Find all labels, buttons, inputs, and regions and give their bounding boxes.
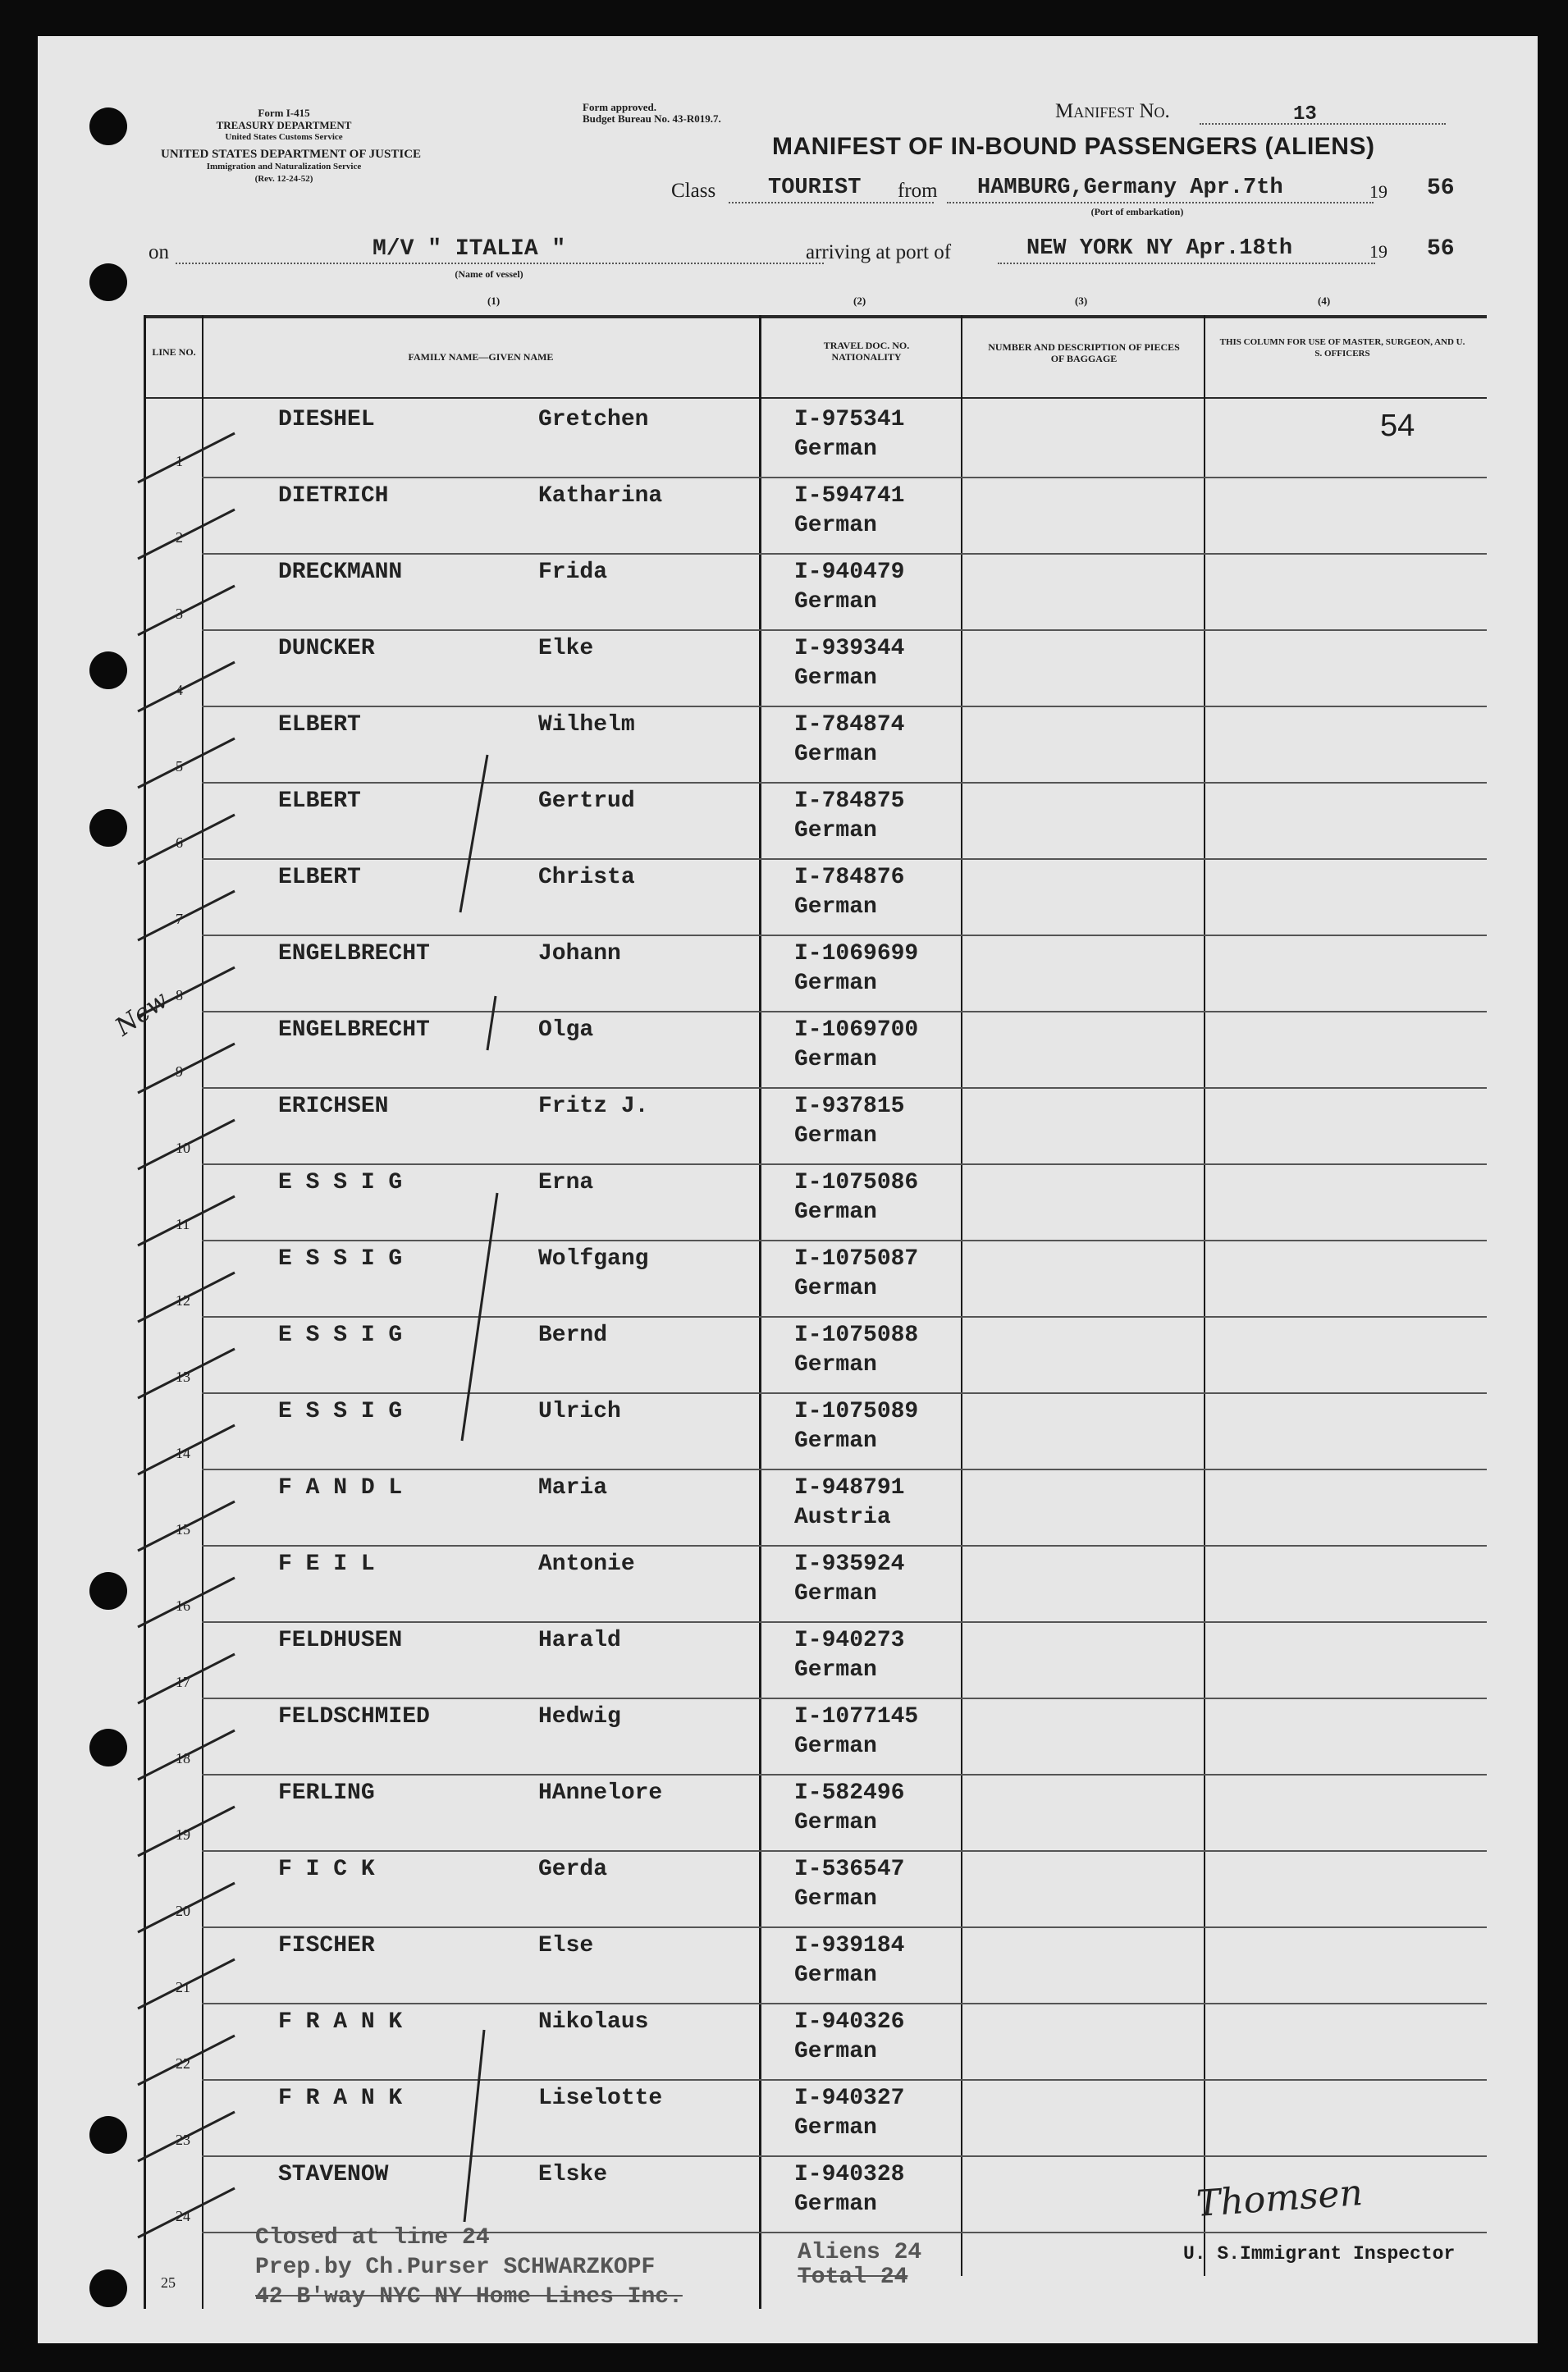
- nationality: German: [794, 1810, 877, 1835]
- class-label: Class: [671, 180, 716, 202]
- family-name: FERLING: [278, 1780, 375, 1806]
- line-address: 42 B'way NYC NY Home Lines Inc.: [255, 2284, 683, 2310]
- year-prefix-1: 19: [1369, 181, 1387, 202]
- given-name: Erna: [538, 1170, 594, 1195]
- pencil-marks: [38, 36, 1538, 2343]
- pencil-check-mark: [138, 2188, 235, 2237]
- pencil-check-mark: [138, 586, 235, 635]
- column-number-3: (3): [1075, 295, 1088, 307]
- given-name: Elske: [538, 2162, 608, 2187]
- pencil-check-mark: [138, 1654, 235, 1703]
- travel-doc-number: I-1075088: [794, 1323, 919, 1348]
- nationality: German: [794, 894, 877, 920]
- family-name: ELBERT: [278, 788, 361, 814]
- line-number: 18: [176, 1750, 190, 1766]
- nationality: German: [794, 665, 877, 691]
- prepared-by: Prep.by Ch.Purser SCHWARZKOPF: [255, 2255, 656, 2280]
- family-name: ENGELBRECHT: [278, 941, 430, 967]
- nationality: German: [794, 742, 877, 767]
- pencil-check-mark: [138, 1578, 235, 1627]
- given-name: HAnnelore: [538, 1780, 663, 1806]
- nationality: German: [794, 1734, 877, 1759]
- given-name: Elke: [538, 636, 594, 661]
- from-value: HAMBURG,Germany Apr.7th: [977, 176, 1283, 200]
- family-name: DIETRICH: [278, 483, 389, 509]
- line-number: 19: [176, 1826, 190, 1843]
- page-title: MANIFEST OF IN-BOUND PASSENGERS (ALIENS): [772, 133, 1375, 160]
- travel-doc-number: I-935924: [794, 1552, 905, 1577]
- family-bracket-frank: [464, 2030, 484, 2222]
- given-name: Gretchen: [538, 407, 649, 432]
- family-name: F A N D L: [278, 1475, 403, 1501]
- travel-doc-number: I-975341: [794, 407, 905, 432]
- given-name: Else: [538, 1933, 594, 1958]
- given-name: Gerda: [538, 1857, 608, 1882]
- travel-doc-number: I-939184: [794, 1933, 905, 1958]
- travel-doc-number: I-784874: [794, 712, 905, 738]
- nationality: German: [794, 1428, 877, 1454]
- given-name: Frida: [538, 560, 608, 585]
- line-number: 15: [176, 1521, 190, 1538]
- travel-doc-number: I-582496: [794, 1780, 905, 1806]
- nationality: German: [794, 589, 877, 615]
- budget-bureau: Budget Bureau No. 43-R019.7.: [583, 112, 721, 125]
- nationality: German: [794, 2191, 877, 2217]
- travel-doc-number: I-940326: [794, 2009, 905, 2035]
- pencil-check-mark: [138, 1044, 235, 1093]
- pencil-check-mark: [138, 433, 235, 482]
- port-embarkation-label: (Port of embarkation): [1090, 206, 1184, 217]
- given-name: Maria: [538, 1475, 608, 1501]
- column-number-1: (1): [487, 295, 501, 307]
- nationality: German: [794, 1581, 877, 1606]
- column-header-doc: TRAVEL DOC. NO. NATIONALITY: [823, 340, 910, 363]
- arriving-value: NEW YORK NY Apr.18th: [1026, 236, 1293, 261]
- line-number: 17: [176, 1674, 190, 1690]
- line-number: 23: [176, 2132, 190, 2148]
- line-number: 11: [176, 1216, 190, 1232]
- line-number: 14: [176, 1445, 190, 1461]
- line-number: 13: [176, 1369, 190, 1385]
- given-name: Wilhelm: [538, 712, 635, 738]
- pencil-check-mark: [138, 1425, 235, 1474]
- nationality: German: [794, 436, 877, 462]
- pencil-check-mark: [138, 510, 235, 559]
- year-value-2: 56: [1427, 236, 1455, 262]
- family-name: F R A N K: [278, 2009, 403, 2035]
- travel-doc-number: I-594741: [794, 483, 905, 509]
- officer-note: 54: [1380, 409, 1415, 443]
- given-name: Harald: [538, 1628, 621, 1653]
- form-revision: (Rev. 12-24-52): [254, 174, 313, 184]
- given-name: Ulrich: [538, 1399, 621, 1424]
- family-name: DUNCKER: [278, 636, 375, 661]
- travel-doc-number: I-536547: [794, 1857, 905, 1882]
- pencil-check-mark: [138, 1120, 235, 1169]
- pencil-check-mark: [138, 1959, 235, 2009]
- nationality: German: [794, 1276, 877, 1301]
- pencil-check-mark: [138, 738, 235, 788]
- family-bracket-elbert: [460, 755, 487, 912]
- given-name: Johann: [538, 941, 621, 967]
- from-label: from: [898, 180, 938, 202]
- travel-doc-number: I-937815: [794, 1094, 905, 1119]
- nationality: German: [794, 1886, 877, 1912]
- form-approved: Form approved.: [583, 101, 657, 113]
- given-name: Katharina: [538, 483, 663, 509]
- nationality: German: [794, 1352, 877, 1378]
- pencil-check-mark: [138, 967, 235, 1017]
- line-number: 24: [176, 2208, 190, 2224]
- manifest-no-value: 13: [1293, 103, 1317, 126]
- travel-doc-number: I-948791: [794, 1475, 905, 1501]
- pencil-check-mark: [138, 815, 235, 864]
- family-name: F I C K: [278, 1857, 375, 1882]
- family-name: FELDHUSEN: [278, 1628, 403, 1653]
- travel-doc-number: I-1069699: [794, 941, 919, 967]
- pencil-check-mark: [138, 1501, 235, 1551]
- family-name: F E I L: [278, 1552, 375, 1577]
- pencil-check-mark: [138, 1883, 235, 1932]
- given-name: Fritz J.: [538, 1094, 649, 1119]
- travel-doc-number: I-1069700: [794, 1017, 919, 1043]
- class-value: TOURIST: [768, 176, 862, 200]
- pencil-check-mark: [138, 2036, 235, 2085]
- form-dept-ins: Immigration and Naturalization Service: [206, 162, 362, 171]
- given-name: Bernd: [538, 1323, 608, 1348]
- family-name: E S S I G: [278, 1170, 403, 1195]
- given-name: Christa: [538, 865, 635, 890]
- family-name: FELDSCHMIED: [278, 1704, 430, 1730]
- pencil-check-mark: [138, 1196, 235, 1245]
- given-name: Olga: [538, 1017, 594, 1043]
- travel-doc-number: I-1075087: [794, 1246, 919, 1272]
- year-value-1: 56: [1427, 176, 1455, 201]
- given-name: Antonie: [538, 1552, 635, 1577]
- family-name: ELBERT: [278, 712, 361, 738]
- line-number: 8: [176, 987, 183, 1003]
- travel-doc-number: I-784875: [794, 788, 905, 814]
- nationality: German: [794, 1963, 877, 1988]
- pencil-check-mark: [138, 662, 235, 711]
- travel-doc-number: I-940273: [794, 1628, 905, 1653]
- line-number: 5: [176, 758, 183, 775]
- travel-doc-number: I-784876: [794, 865, 905, 890]
- year-prefix-2: 19: [1369, 241, 1387, 262]
- column-header-officers: THIS COLUMN FOR USE OF MASTER, SURGEON, AND U. S. OFFICERS: [1219, 337, 1465, 359]
- line-number: 2: [176, 529, 183, 546]
- form-dept-customs: United States Customs Service: [225, 132, 343, 142]
- given-name: Gertrud: [538, 788, 635, 814]
- vessel-name-label: (Name of vessel): [455, 268, 523, 280]
- column-header-baggage: NUMBER AND DESCRIPTION OF PIECES OF BAGGAGE: [988, 341, 1180, 364]
- nationality: Austria: [794, 1505, 891, 1530]
- manifest-no-label: Manifest No.: [1055, 100, 1170, 122]
- line-number-25: 25: [161, 2274, 176, 2291]
- family-name: E S S I G: [278, 1399, 403, 1424]
- line-number: 7: [176, 911, 183, 927]
- line-number: 4: [176, 682, 183, 698]
- given-name: Wolfgang: [538, 1246, 649, 1272]
- line-number: 10: [176, 1140, 190, 1156]
- margin-handwritten-note: New: [110, 985, 174, 1042]
- line-number: 6: [176, 834, 183, 851]
- family-name: F R A N K: [278, 2086, 403, 2111]
- given-name: Liselotte: [538, 2086, 663, 2111]
- pencil-check-mark: [138, 1730, 235, 1780]
- family-bracket-essig: [462, 1193, 497, 1441]
- family-name: E S S I G: [278, 1246, 403, 1272]
- travel-doc-number: I-940328: [794, 2162, 905, 2187]
- vessel-value: M/V " ITALIA ": [373, 236, 566, 262]
- form-number: Form I-415: [258, 107, 310, 119]
- travel-doc-number: I-1077145: [794, 1704, 919, 1730]
- nationality: German: [794, 1047, 877, 1072]
- on-label: on: [149, 241, 169, 263]
- nationality: German: [794, 1200, 877, 1225]
- pencil-check-mark: [138, 891, 235, 940]
- pencil-check-mark: [138, 1807, 235, 1856]
- travel-doc-number: I-940479: [794, 560, 905, 585]
- arriving-label: arriving at port of: [806, 241, 952, 263]
- family-name: FISCHER: [278, 1933, 375, 1958]
- travel-doc-number: I-940327: [794, 2086, 905, 2111]
- form-dept-treasury: TREASURY DEPARTMENT: [216, 119, 352, 131]
- form-dept-justice: UNITED STATES DEPARTMENT OF JUSTICE: [161, 148, 422, 161]
- line-number: 3: [176, 606, 183, 622]
- line-number: 9: [176, 1063, 183, 1080]
- closed-at-line: Closed at line 24: [255, 2225, 490, 2251]
- nationality: German: [794, 1123, 877, 1149]
- line-number: 22: [176, 2055, 190, 2072]
- family-name: DIESHEL: [278, 407, 375, 432]
- aliens-count: Aliens 24: [798, 2240, 922, 2265]
- travel-doc-number: I-1075086: [794, 1170, 919, 1195]
- column-number-2: (2): [853, 295, 866, 307]
- family-bracket-engelbrecht: [487, 996, 496, 1050]
- inspector-label: U. S.Immigrant Inspector: [1183, 2243, 1456, 2265]
- nationality: German: [794, 513, 877, 538]
- line-number: 16: [176, 1597, 190, 1614]
- family-name: E S S I G: [278, 1323, 403, 1348]
- column-number-4: (4): [1318, 295, 1331, 307]
- family-name: ERICHSEN: [278, 1094, 389, 1119]
- pencil-check-mark: [138, 1273, 235, 1322]
- manifest-sheet: [38, 36, 1538, 2343]
- family-name: DRECKMANN: [278, 560, 403, 585]
- given-name: Nikolaus: [538, 2009, 649, 2035]
- line-number: 12: [176, 1292, 190, 1309]
- column-header-line-no: LINE NO.: [152, 346, 196, 358]
- pencil-check-mark: [138, 1349, 235, 1398]
- nationality: German: [794, 818, 877, 843]
- nationality: German: [794, 971, 877, 996]
- line-number: 21: [176, 1979, 190, 1995]
- travel-doc-number: I-939344: [794, 636, 905, 661]
- total-count: Total 24: [798, 2265, 908, 2290]
- line-number: 1: [176, 453, 183, 469]
- travel-doc-number: I-1075089: [794, 1399, 919, 1424]
- family-name: STAVENOW: [278, 2162, 389, 2187]
- line-number: 20: [176, 1903, 190, 1919]
- family-name: ENGELBRECHT: [278, 1017, 430, 1043]
- given-name: Hedwig: [538, 1704, 621, 1730]
- inspector-signature: Thomsen: [1195, 2171, 1365, 2226]
- nationality: German: [794, 2115, 877, 2141]
- nationality: German: [794, 1657, 877, 1683]
- nationality: German: [794, 2039, 877, 2064]
- column-header-name: FAMILY NAME—GIVEN NAME: [408, 351, 554, 363]
- family-name: ELBERT: [278, 865, 361, 890]
- pencil-check-mark: [138, 2112, 235, 2161]
